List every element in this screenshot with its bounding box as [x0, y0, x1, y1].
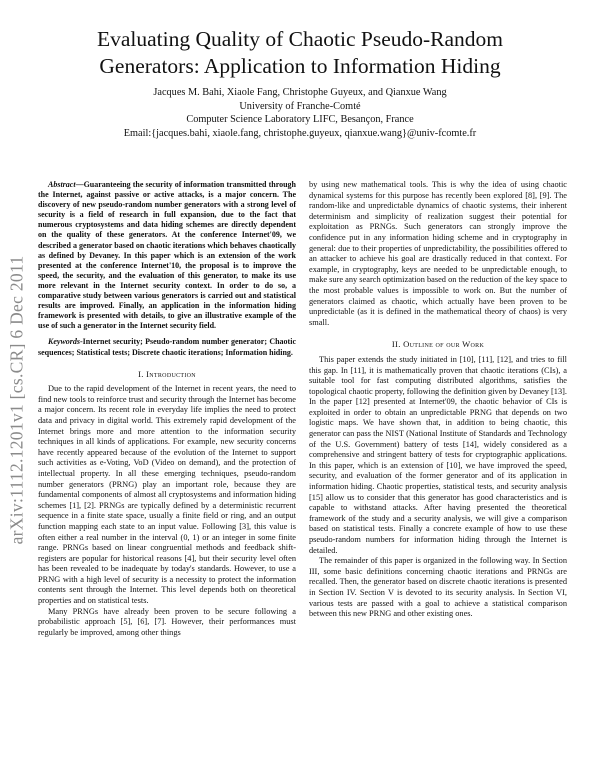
outline-paragraph-2: The remainder of this paper is organized in the following way. In Section III, some basic definitions concerning chaotic iterations and PRNGs are recalled. Then, the generator based on discrete chaotic iterations is presented in Section IV. Section V is devoted to its security analysis. In Section VI, various tests are passed with a goal to achieve a statistical comparison between this new PRNG and other existing ones. [309, 556, 567, 619]
affiliation-lab: Computer Science Laboratory LIFC, Besançon, France [186, 114, 414, 125]
intro-paragraph-2: Many PRNGs have already been proven to be secure following a probabilistic approach [5], [6], [7]. However, their performances must regularly be improved, among other things [38, 606, 296, 637]
keywords-label: Keywords [48, 337, 80, 347]
author-email: Email:{jacques.bahi, xiaole.fang, christophe.guyeux, qianxue.wang}@univ-fcomte.fr [123, 127, 477, 139]
paper-header [40, 26, 560, 140]
keywords-text: -Internet security; Pseudo-random number generator; Chaotic sequences; Statistical tests; Discrete chaotic iterations; Information hiding. [38, 337, 296, 357]
outline-paragraph-1: This paper extends the study initiated in [10], [11], [12], and tries to fill this gap. In [11], it is mathematically proven that chaotic iterations (CIs), a suitable tool for fast computing distributed algorithms, satisfies the topological chaotic property, following the definition given by Devaney [13]. In the paper [12] presented at Internet'09, the chaotic behavior of CIs is exploited in order to obtain an unpredictable PRNG that depends on two logistic maps. We have shown that, in addition to being chaotic, this generator can pass the NIST (National Institute of Standards and Technology of the U.S. Government) battery of tests [14], widely considered as a comprehensive and stringent battery of tests for cryptographic applications. In this paper, which is an extension of [10], we have improved the speed, security, and evaluation of the former generator and of its application in information hiding. Chaotic properties, statistical tests, and security analysis [15] allow us to consider that this generator has good characteristics and is capable to withstand attacks. After having presented the theoretical framework of the study and a security analysis, we will give a comparison based on statistical tests. Finally a concrete example of how to use these pseudo-random numbers for information hiding through the Internet is detailed. [309, 354, 567, 555]
author-list: Jacques M. Bahi, Xiaole Fang, Christophe Guyeux, and Qianxue Wang [153, 87, 447, 98]
title-line-1: Evaluating Quality of Chaotic Pseudo-Random [96, 27, 504, 51]
paper-title [40, 26, 560, 80]
left-column [38, 180, 296, 638]
arxiv-stamp [6, 200, 28, 600]
abstract [38, 180, 296, 331]
section-heading-introduction: I. Introduction [138, 368, 196, 379]
affiliation-university: University of Franche-Comté [239, 100, 361, 112]
title-line-2: Generators: Application to Information Hiding [99, 54, 501, 78]
keywords [38, 337, 296, 357]
right-column [309, 180, 567, 620]
arxiv-stamp-text: arXiv:1112.1201v1 [cs.CR] 6 Dec 2011 [6, 255, 27, 545]
abstract-label: Abstract [48, 180, 76, 189]
section-heading-outline: II. Outline of our Work [391, 339, 485, 350]
intro-continuation: by using new mathematical tools. This is why the idea of using chaotic dynamical systems for this purpose has recently been explored [8], [9]. The random-like and unpredictable dynamics of chaotic systems, their inherent determinism and simplicity of realization suggest their potential for exploitation as PRNGs. Such generators can strongly improve the confidence put in any information hiding scheme and in cryptography in general: due to their properties of unpredictability, the possibilities offered to an attacker to achieve his goal are drastically reduced in that context. For example, in cryptography, keys are needed to be unpredictable enough, to make sure any search optimization based on the reduction of the key space to the most probable values is impossible to work on. But the number of generators claimed as chaotic, which actually have been proven to be unpredictable (as it is defined in the mathematical theory of chaos) is very small. [309, 180, 567, 327]
intro-paragraph-1: Due to the rapid development of the Internet in recent years, the need to find new tools to reinforce trust and security through the Internet has become a major concern. Its recent role in everyday life implies the need to protect data and privacy in digital world. This extremely rapid development of the Internet brings more and more attention to the information security techniques in all kinds of applications. For example, new security concerns have recently appeared because of the evolution of the Internet to support such activities as e-Voting, VoD (Video on demand), and the protection of intellectual property. In all these emerging techniques, pseudo-random number generators (PRNG) play an important role, because they are fundamental components of almost all cryptosystems and information hiding schemes [1], [2]. PRNGs are typically defined by a deterministic recurrent sequence in a finite state space, usually a finite field or ring, and an output function mapping each state to an input value. Following [3], this value is often either a real number in the interval (0, 1) or an integer in some finite range. PRNGs based on linear congruential methods and feedback shift-registers are popular for historical reasons [4], but their security level often has been revealed to be inadequate by today's standards. However, to use a PRNG with a high level of security is a necessity to protect the information contents sent through the Internet. This level depends both on theoretical properties and on statistical tests. [38, 384, 296, 606]
abstract-text: —Guaranteeing the security of information transmitted through the Internet, against passive or active attacks, is a major concern. The discovery of new pseudo-random number generators with a strong level of security is a field of research in full expansion, due to the fact that numerous cryptosystems and data hiding schemes are directly dependent on the quality of these generators. At the conference Internet'09, we described a generator based on chaotic iterations which behaves chaotically as defined by Devaney. In this paper which is an extension of the work presented at the conference Internet'10, the proposal is to improve the speed, the security, and the evaluation of this generator, to make its use more relevant in the Internet security context. In order to do so, a comparative study between various generators is carried out and statistical results are improved. Finally, an application in the information hiding framework is presented with details, to give an illustrative example of the use of such a generator in the Internet security field. [38, 180, 296, 331]
